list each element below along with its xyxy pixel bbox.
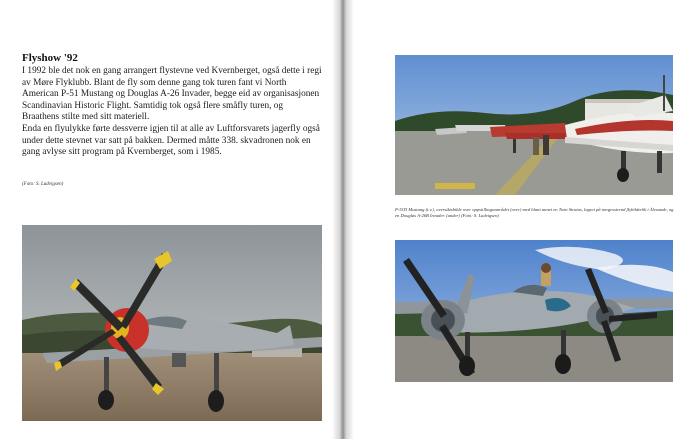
article-paragraph-2: Enda en flyulykke førte dessverre igjen til at alle av Luftforsvarets jagerfly også under dette stevnet var satt på bakken. Dermed måtte 338. skvadronen nok en gang avlyse sitt program på Kvernberget, som i 1985.	[22, 124, 320, 158]
mustang-photo	[22, 225, 322, 421]
article-paragraph-1: I 1992 ble det nok en gang arrangert flystevne ved Kvernberget, også dette i regi av Møre Flyklubb. Blant de fly som denne gang tok turen fant vi North American P-51 Mustang og Douglas A-26 Invader, begge eid av organisasjonen Scandinavian Historic Flight. Samtidig tok også flere småfly turen, og Braathens stilte med sitt materiell.	[22, 66, 322, 123]
article-title: Flyshow '92	[22, 52, 78, 64]
mustang-photo-graphic	[22, 225, 322, 421]
invader-photo	[395, 240, 673, 382]
invader-photo-graphic	[395, 240, 673, 382]
apron-overview-photo	[395, 55, 673, 195]
photo-credit: (Foto: S. Ludvigsen)	[22, 182, 64, 187]
right-photo-caption: P-51D Mustang (t.v.), oversiktsbilde over oppstillingsområdet (over) med blant annet en Twin Stratus, lagret på norgesstrend flybilderkk i Ålesunde, og en Douglas A-26B Invader. (under) (Foto: S. Ludvigsen)	[395, 207, 674, 218]
apron-overview-graphic	[395, 55, 673, 195]
book-gutter	[332, 0, 354, 439]
